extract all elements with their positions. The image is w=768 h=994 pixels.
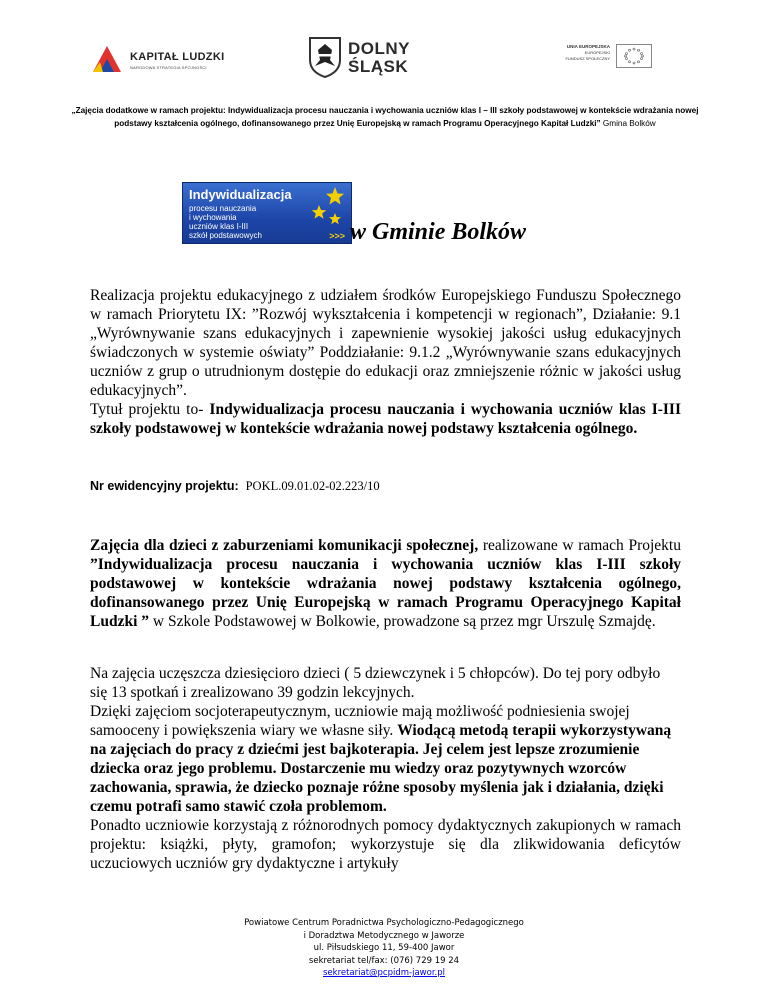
banner-line5: szkół podstawowych xyxy=(189,231,262,240)
banner-subtitle xyxy=(189,204,299,240)
footer-line4: sekretariat tel/fax: (076) 729 19 24 xyxy=(308,955,460,966)
project-title-label: Tytuł projektu to- xyxy=(90,401,210,418)
header-note-gmina: Gmina Bolków xyxy=(600,119,656,128)
details-s4: Ponadto uczniowie korzystają z różnorodnych pomocy dydaktycznych zakupionych w ramach projektu: książki, płyty, gramofon; wykorzystuje się dla zlikwidowania deficytów uczuciowych uczniów gry dydaktyczne i artykuły xyxy=(90,817,681,872)
banner-line3: i wychowania xyxy=(189,213,237,222)
banner-title: Indywidualizacja xyxy=(189,187,292,202)
page-title: w Gminie Bolków xyxy=(350,219,527,245)
footer-line3: ul. Piłsudskiego 11, 59-400 Jawor xyxy=(313,943,455,953)
eu-line1: UNIA EUROPEJSKA xyxy=(566,44,610,49)
registry-label: Nr ewidencyjny projektu: xyxy=(90,479,239,493)
kapital-ludzki-icon xyxy=(90,42,124,76)
header-note-bold: „Zajęcia dodatkowe w ramach projektu: Indywidualizacja procesu nauczania i wychowania uczniów klas I – III szkoły podstawowej w kontekście wdrażania nowej podstawy kształcenia ogólnego, dofinansowanego przez Unię Europejską w ramach Programu Operacyjnego Kapitał Ludzki” xyxy=(71,106,699,128)
details-s3: Wiodącą metodą terapii wykorzystywaną na zajęciach do pracy z dziećmi jest bajkoterapia. Jej celem jest lepsze zrozumienie dziecka oraz jego problemu. Dostarczenie mu wiedzy oraz pozytywnych wzorców zachowania, sprawia, że dziecko poznaje różne sposoby myślenia jak i działania, dzięki czemu potrafi samo stawić czoła problemom. xyxy=(90,722,672,815)
registry-number xyxy=(90,479,681,494)
banner-arrows: >>> xyxy=(329,231,345,241)
kapital-ludzki-subtitle: NARODOWA STRATEGIA SPÓJNOŚCI xyxy=(130,65,207,70)
activity-text2: w Szkole Podstawowej w Bolkowie, prowadzone są przez mgr Urszulę Szmajdę. xyxy=(149,613,656,630)
activity-bold1: Zajęcia dla dzieci z zaburzeniami komunikacji społecznej, xyxy=(90,537,479,554)
footer-line1: Powiatowe Centrum Poradnictwa Psychologiczno-Pedagogicznego xyxy=(244,918,524,928)
banner-line2: procesu nauczania xyxy=(189,204,257,213)
dolny-slask-line2: ŚLĄSK xyxy=(348,57,409,76)
dolny-slask-logo xyxy=(308,36,428,86)
intro-text: Realizacja projektu edukacyjnego z udziałem środków Europejskiego Funduszu Społecznego w ramach Priorytetu IX: ”Rozwój wykształcenia i kompetencji w regionach”, Działanie: 9.1 „Wyrównywanie szans edukacyjnych i zapewnienie wysokiej jakości usług edukacyjnych świadczonych w systemie oświaty” Poddziałanie: 9.1.2 „Wyrównywanie szans edukacyjnych uczniów z grup o utrudnionym dostępie do edukacji oraz zmniejszenie różnic w jakości usług edukacyjnych”. xyxy=(90,287,681,399)
activity-bold2: ”Indywidualizacja procesu nauczania i wychowania uczniów klas I-III szkoły podstawowej w kontekście wdrażania nowej podstawy kształcenia ogólnego, dofinansowanego przez Unię Europejską w ramach Programu Operacyjnego Kapitał Ludzki ” xyxy=(90,556,681,630)
footer-email-link[interactable]: sekretariat@pcpidm-jawor.pl xyxy=(322,968,446,978)
project-header-note xyxy=(70,104,700,130)
banner-line4: uczniów klas I-III xyxy=(189,222,249,231)
kapital-ludzki-logo xyxy=(90,38,240,78)
logos-row xyxy=(0,30,768,90)
kapital-ludzki-name: KAPITAŁ LUDZKI xyxy=(130,51,225,63)
activity-paragraph xyxy=(90,536,681,631)
dolny-slask-line1: DOLNY xyxy=(348,39,410,58)
registry-value: POKL.09.01.02-02.223/10 xyxy=(245,479,380,493)
details-paragraph xyxy=(90,664,681,873)
eu-logo xyxy=(540,44,660,84)
activity-text1: realizowane w ramach Projektu xyxy=(478,537,681,554)
details-s1: Na zajęcia uczęszcza dziesięcioro dzieci ( 5 dziewczynek i 5 chłopców). Do tej pory odbyło się 13 spotkań i zrealizowano 39 godzin lekcyjnych. xyxy=(90,665,661,701)
eagle-shield-icon xyxy=(308,36,342,78)
eu-logo-text xyxy=(540,44,610,62)
eu-flag-icon xyxy=(616,44,652,68)
project-banner xyxy=(182,182,352,244)
project-title-value: Indywidualizacja procesu nauczania i wychowania uczniów klas I-III szkoły podstawowej w kontekście wdrażania nowej podstawy kształcenia ogólnego. xyxy=(90,401,681,437)
eu-line2: EUROPEJSKI xyxy=(584,50,610,55)
eu-line3: FUNDUSZ SPOŁECZNY xyxy=(565,56,610,61)
intro-paragraph xyxy=(90,286,681,438)
footer xyxy=(0,917,768,980)
footer-line2: i Doradztwa Metodycznego w Jaworze xyxy=(303,930,465,941)
details-s2: Dzięki zajęciom socjoterapeutycznym, uczniowie mają możliwość podniesienia swojej samooceny i powiększenia wiary we własne siły. xyxy=(90,703,630,739)
